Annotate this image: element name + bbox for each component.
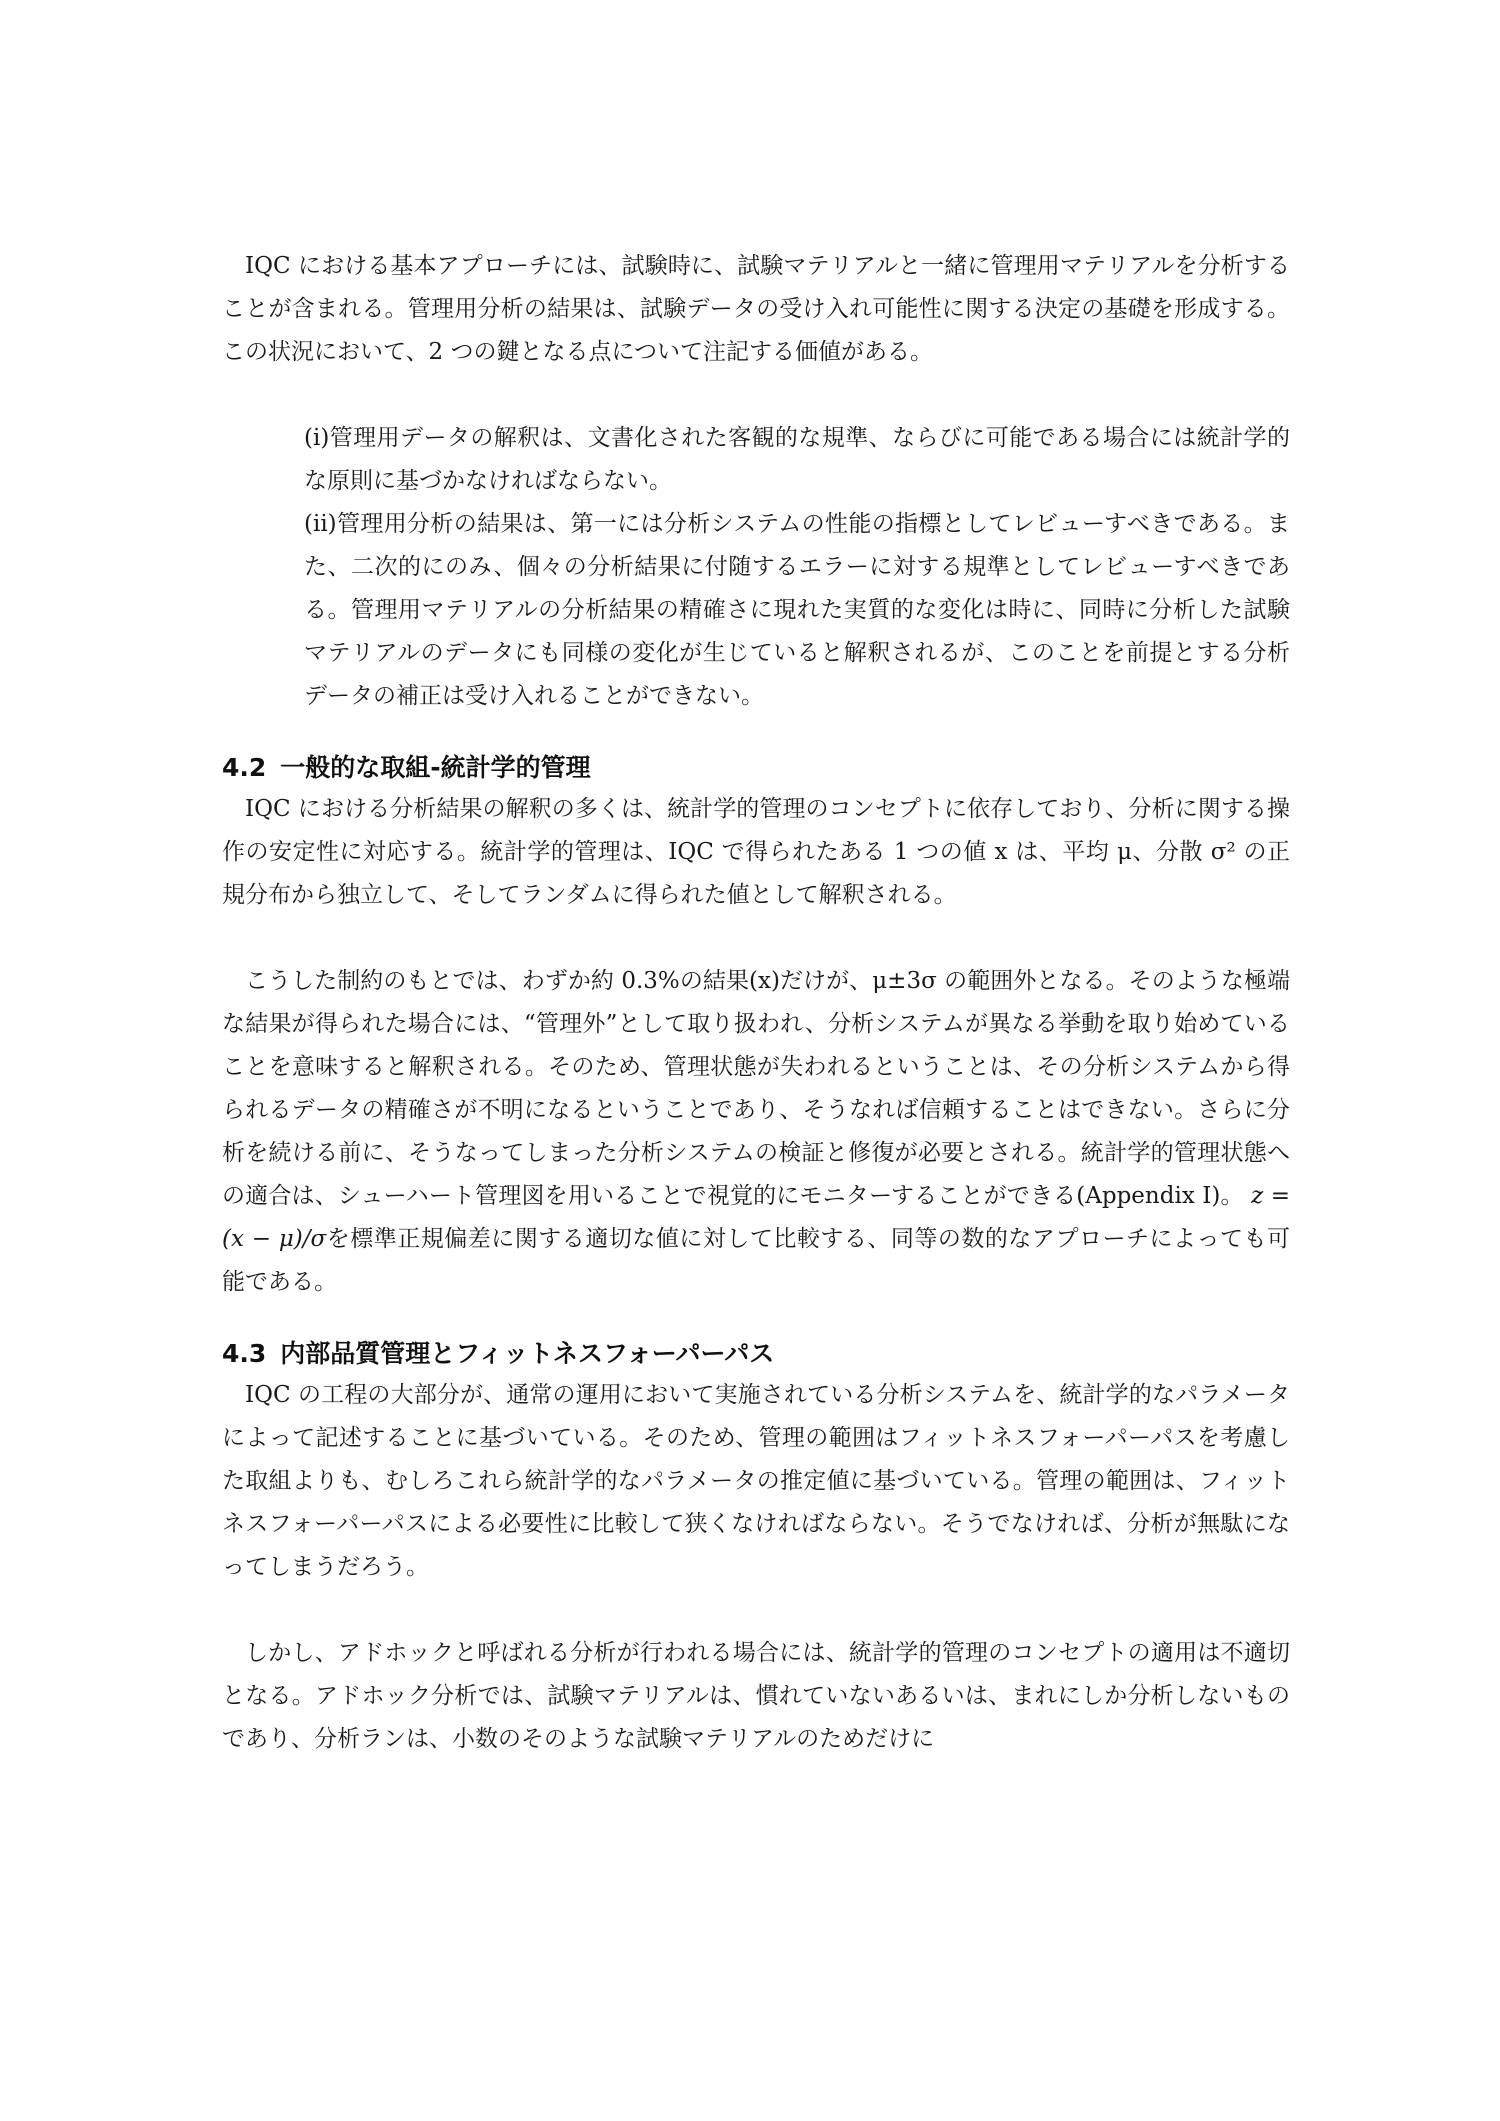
paragraph-gap <box>222 374 1290 417</box>
key-points-block <box>304 417 1290 718</box>
paragraph-gap <box>222 917 1290 960</box>
section-number: 4.2 <box>222 753 267 782</box>
section-4-2-heading <box>222 748 1290 788</box>
intro-paragraph: IQC における基本アプローチには、試験時に、試験マテリアルと一緒に管理用マテリアルを分析することが含まれる。管理用分析の結果は、試験データの受け入れ可能性に関する決定の基礎を形成する。この状況において、2 つの鍵となる点について注記する価値がある。 <box>222 253 1291 365</box>
section-title: 内部品質管理とフィットネスフォーパーパス <box>280 1339 775 1368</box>
paragraph-text: こうした制約のもとでは、わずか約 0.3%の結果(x)だけが、μ±3σ の範囲外となる。そのような極端な結果が得られた場合には、“管理外”として取り扱われ、分析システムが異なる挙動を取り始めていることを意味すると解釈される。そのため、管理状態が失われるということは、その分析システムから得られるデータの精確さが不明になるということであり、そうなれば信頼することはできない。さらに分析を続ける前に、そうなってしまった分析システムの検証と修復が必要とされる。統計学的管理状態への適合は、シューハート管理図を用いることで視覚的にモニターすることができる(Appendix I)。 <box>222 968 1290 1209</box>
section-title: 一般的な取組-統計学的管理 <box>280 753 591 782</box>
section-number: 4.3 <box>222 1339 267 1368</box>
emphasis-text: アドホック <box>337 1640 455 1666</box>
key-point-2: (ii)管理用分析の結果は、第一には分析システムの性能の指標としてレビューすべきである。また、二次的にのみ、個々の分析結果に付随するエラーに対する規準としてレビューすべきである。管理用マテリアルの分析結果の精確さに現れた実質的な変化は時に、同時に分析した試験マテリアルのデータにも同様の変化が生じていると解釈されるが、このことを前提とする分析データの補正は受け入れることができない。 <box>304 511 1290 709</box>
paragraph-gap <box>222 1589 1290 1632</box>
paragraph-text: と呼ばれる分析が行われる場合には、統計学的管理のコンセプトの適用は不適切となる。アドホック分析では、試験マテリアルは、慣れていないあるいは、まれにしか分析しないものであり、分析ランは、小数のそのような試験マテリアルのためだけに <box>222 1640 1291 1752</box>
section-4-2-paragraph-1: IQC における分析結果の解釈の多くは、統計学的管理のコンセプトに依存しており、分析に関する操作の安定性に対応する。統計学的管理は、IQC で得られたある 1 つの値 x は、平均 μ、分散 σ² の正規分布から独立して、そしてランダムに得られた値として解釈される。 <box>222 796 1290 908</box>
page-content <box>222 245 1290 1761</box>
paragraph-text: しかし、 <box>245 1640 338 1666</box>
section-4-3-paragraph-2 <box>222 1632 1290 1761</box>
section-4-3-heading <box>222 1334 1290 1374</box>
section-4-2-paragraph-2 <box>222 960 1290 1304</box>
key-point-1: (i)管理用データの解釈は、文書化された客観的な規準、ならびに可能である場合には統計学的な原則に基づかなければならない。 <box>304 425 1290 494</box>
section-4-3-paragraph-1: IQC の工程の大部分が、通常の運用において実施されている分析システムを、統計学的なパラメータによって記述することに基づいている。そのため、管理の範囲はフィットネスフォーパーパスを考慮した取組よりも、むしろこれら統計学的なパラメータの推定値に基づいている。管理の範囲は、フィットネスフォーパーパスによる必要性に比較して狭くなければならない。そうでなければ、分析が無駄になってしまうだろう。 <box>222 1382 1290 1580</box>
z-score-formula: z = (x − μ)/σ <box>222 1183 1290 1252</box>
paragraph-text: を標準正規偏差に関する適切な値に対して比較する、同等の数的なアプローチによっても可能である。 <box>222 1226 1291 1295</box>
